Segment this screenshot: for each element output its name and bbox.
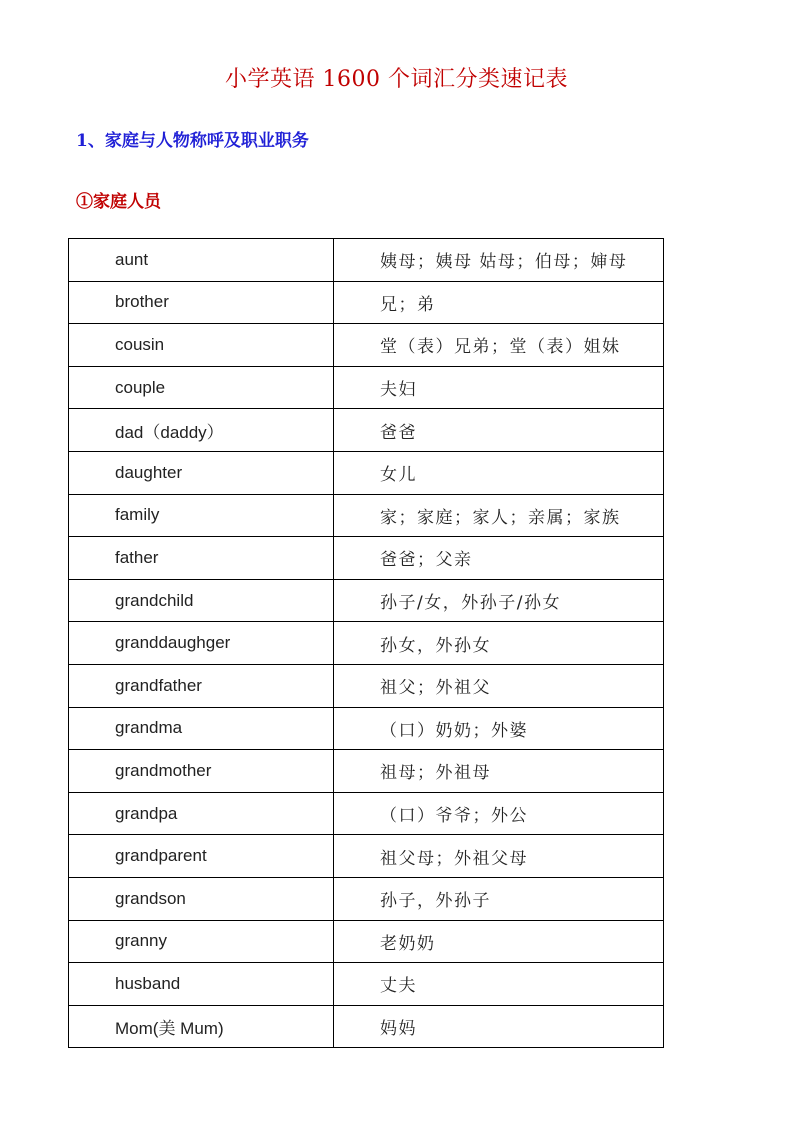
english-word: Mom(美 Mum) <box>69 1005 334 1048</box>
english-word: daughter <box>69 451 334 494</box>
document-title: 小学英语 1600 个词汇分类速记表 <box>225 67 568 92</box>
chinese-meaning: 祖母；外祖母 <box>334 750 664 793</box>
english-word: grandson <box>69 877 334 920</box>
english-word: dad（daddy） <box>69 409 334 452</box>
english-word: couple <box>69 366 334 409</box>
english-word: grandmother <box>69 750 334 793</box>
chinese-meaning: 孙子，外孙子 <box>334 877 664 920</box>
table-row <box>69 664 664 707</box>
chinese-meaning: （口）奶奶；外婆 <box>334 707 664 750</box>
english-word: grandchild <box>69 579 334 622</box>
english-word: grandpa <box>69 792 334 835</box>
chinese-meaning: 妈妈 <box>334 1005 664 1048</box>
table-row <box>69 451 664 494</box>
table-row <box>69 792 664 835</box>
chinese-meaning: 爸爸；父亲 <box>334 537 664 580</box>
english-word: grandparent <box>69 835 334 878</box>
english-word: family <box>69 494 334 537</box>
section-heading: 1、家庭与人物称呼及职业职务 <box>76 131 309 151</box>
english-word: granny <box>69 920 334 963</box>
table-row <box>69 537 664 580</box>
english-word: grandma <box>69 707 334 750</box>
english-word: aunt <box>69 239 334 282</box>
english-word: father <box>69 537 334 580</box>
table-row <box>69 622 664 665</box>
chinese-meaning: 家；家庭；家人；亲属；家族 <box>334 494 664 537</box>
vocabulary-table-body <box>69 239 664 1048</box>
table-row <box>69 835 664 878</box>
chinese-meaning: 孙女，外孙女 <box>334 622 664 665</box>
chinese-meaning: 祖父；外祖父 <box>334 664 664 707</box>
chinese-meaning: 祖父母；外祖父母 <box>334 835 664 878</box>
chinese-meaning: 兄；弟 <box>334 281 664 324</box>
table-row <box>69 579 664 622</box>
chinese-meaning: 爸爸 <box>334 409 664 452</box>
table-row <box>69 494 664 537</box>
table-row <box>69 963 664 1006</box>
chinese-meaning: 老奶奶 <box>334 920 664 963</box>
vocabulary-table <box>68 238 664 1048</box>
table-row <box>69 324 664 367</box>
table-row <box>69 920 664 963</box>
chinese-meaning: （口）爷爷；外公 <box>334 792 664 835</box>
english-word: granddaughger <box>69 622 334 665</box>
english-word: cousin <box>69 324 334 367</box>
table-row <box>69 366 664 409</box>
table-row <box>69 707 664 750</box>
chinese-meaning: 丈夫 <box>334 963 664 1006</box>
table-row <box>69 1005 664 1048</box>
chinese-meaning: 女儿 <box>334 451 664 494</box>
table-row <box>69 239 664 282</box>
chinese-meaning: 夫妇 <box>334 366 664 409</box>
chinese-meaning: 堂（表）兄弟；堂（表）姐妹 <box>334 324 664 367</box>
table-row <box>69 409 664 452</box>
english-word: grandfather <box>69 664 334 707</box>
table-row <box>69 877 664 920</box>
english-word: brother <box>69 281 334 324</box>
english-word: husband <box>69 963 334 1006</box>
table-row <box>69 750 664 793</box>
subsection-heading: ①家庭人员 <box>76 192 161 212</box>
chinese-meaning: 孙子/女，外孙子/孙女 <box>334 579 664 622</box>
chinese-meaning: 姨母；姨母 姑母；伯母；婶母 <box>334 239 664 282</box>
table-row <box>69 281 664 324</box>
